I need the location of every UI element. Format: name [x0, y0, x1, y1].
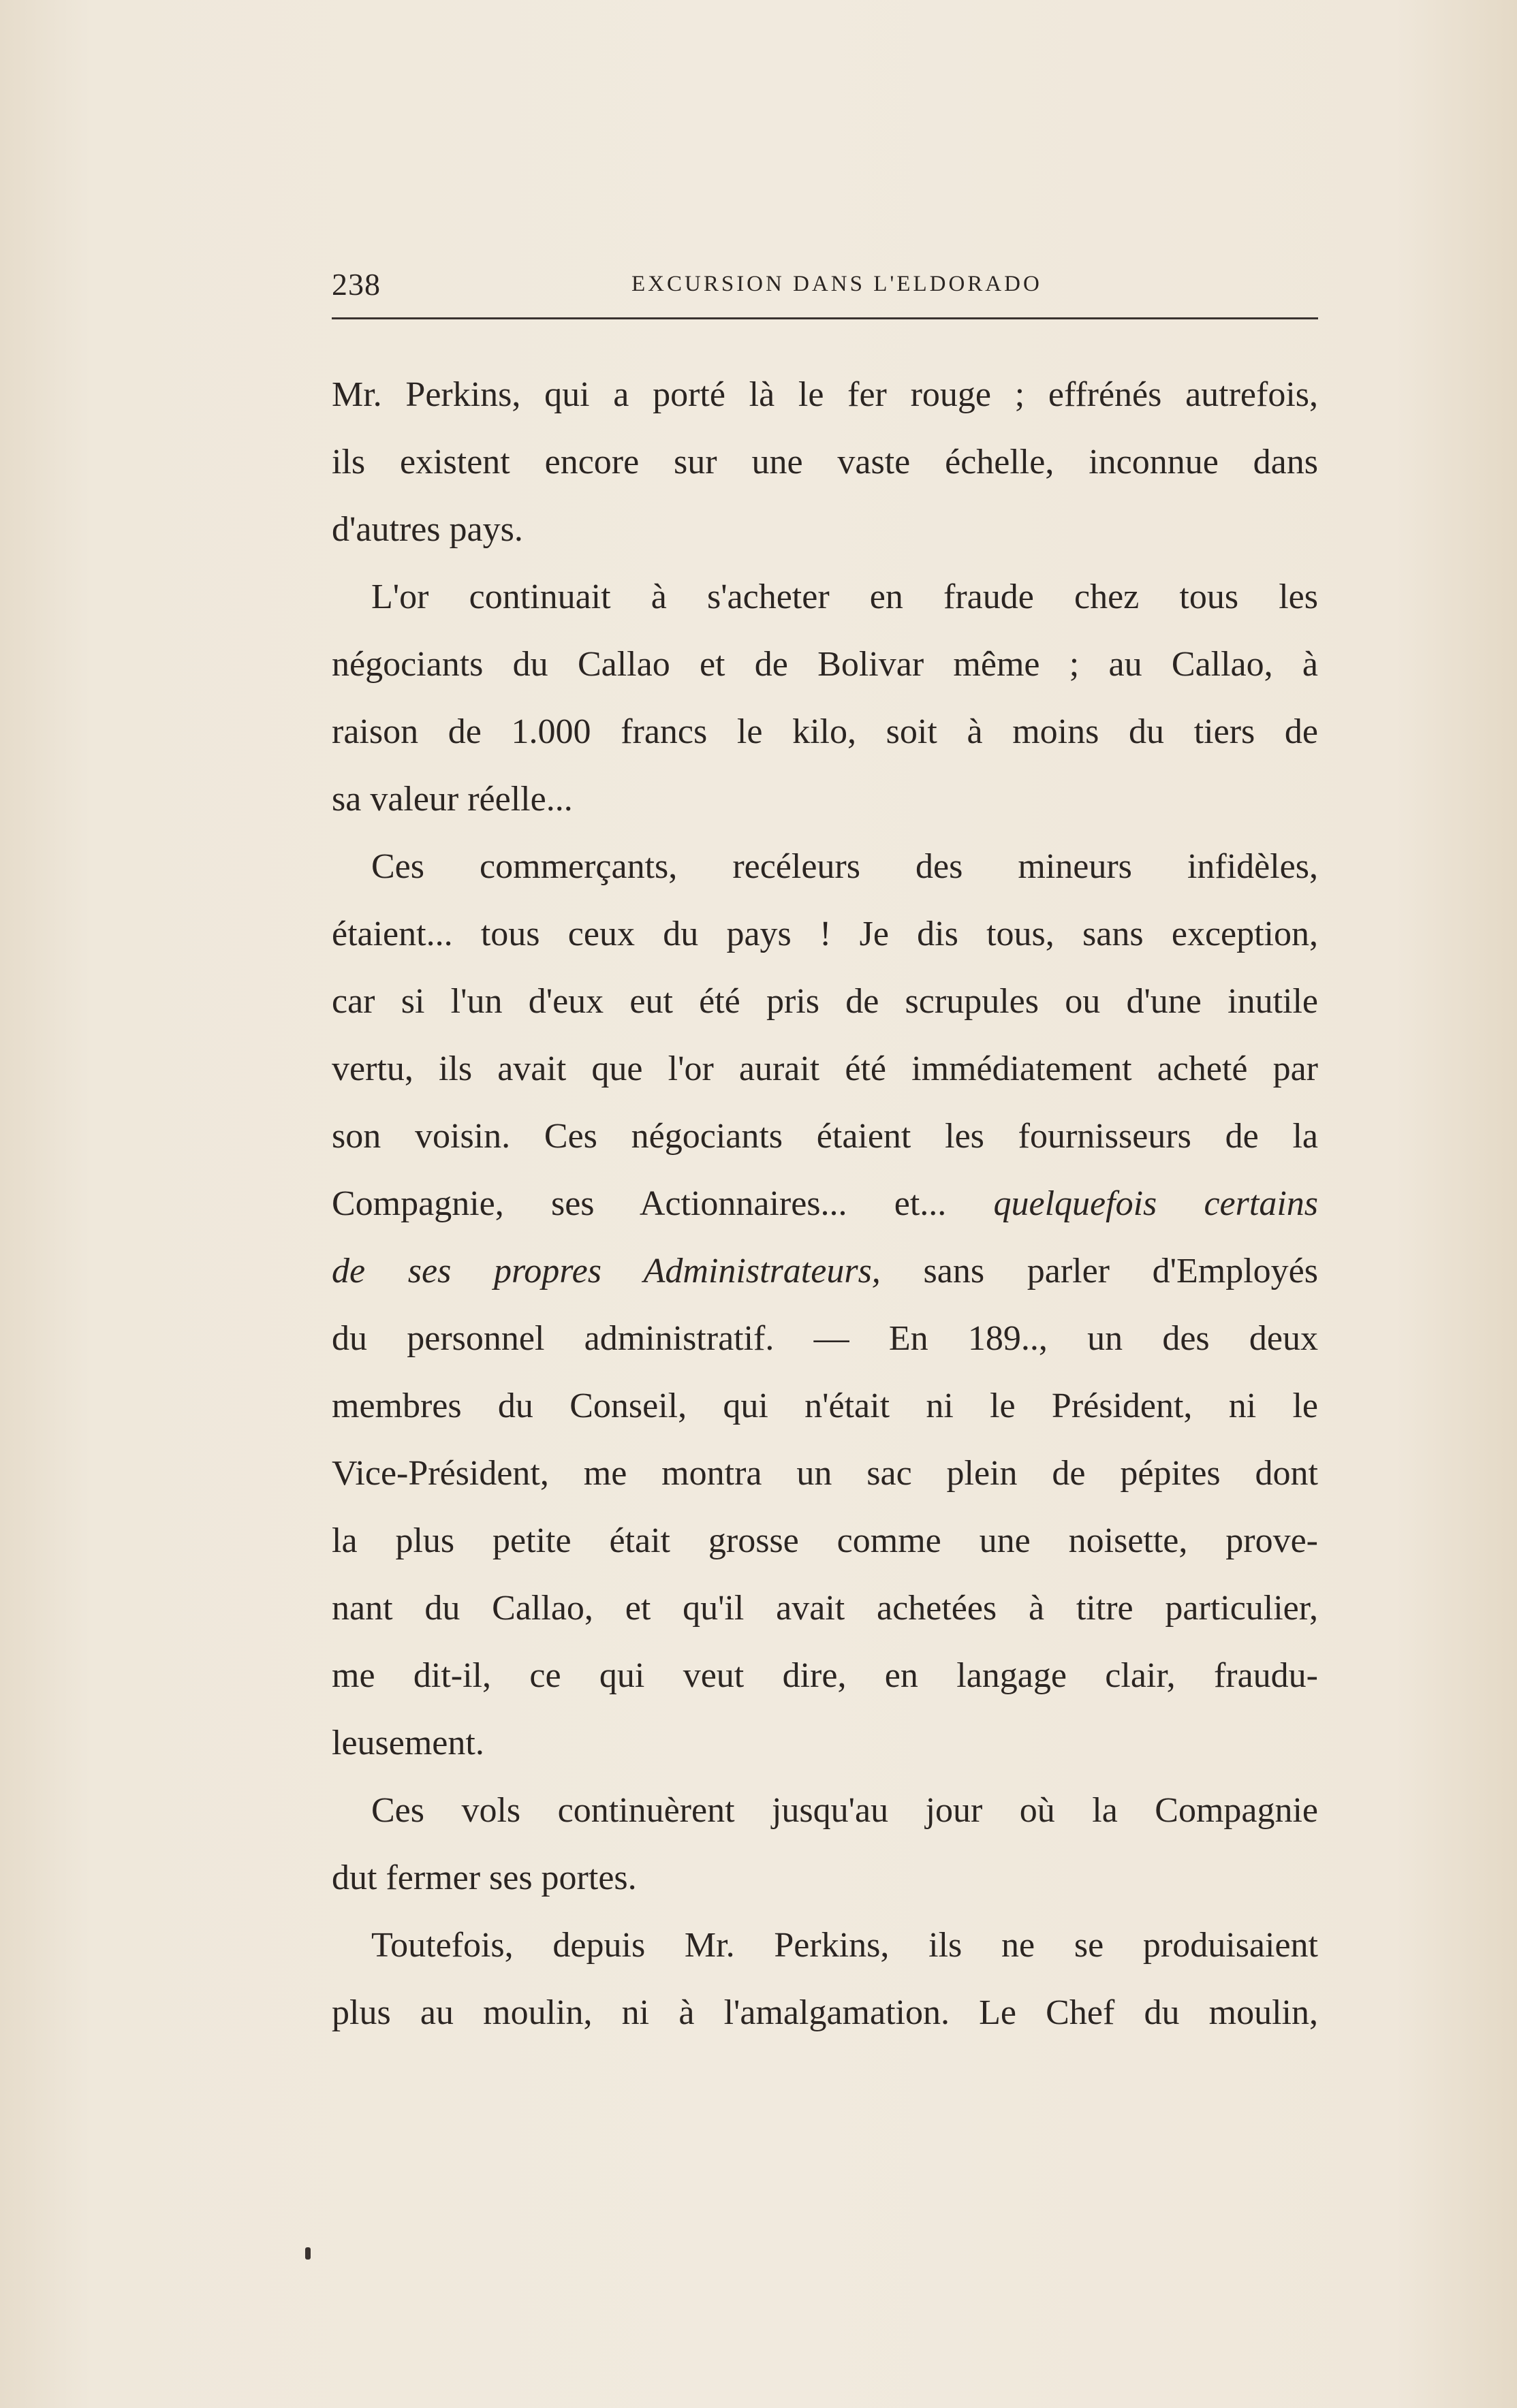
text-line: négociants du Callao et de Bolivar même ; au Callao, à	[332, 645, 1318, 684]
text-line: du personnel administratif. — En 189.., un des deux	[332, 1319, 1318, 1358]
text-line: la plus petite était grosse comme une noisette, prove-	[332, 1521, 1318, 1560]
text-line: me dit-il, ce qui veut dire, en langage clair, fraudu-	[332, 1656, 1318, 1695]
italic-fragment: de ses propres Administrateurs,	[332, 1252, 881, 1290]
text-line: Toutefois, depuis Mr. Perkins, ils ne se produisaient	[371, 1926, 1318, 1965]
text-line-mixed	[332, 1237, 1318, 1305]
ink-speck	[305, 2247, 311, 2260]
text-line-mixed	[332, 1170, 1318, 1237]
text-fragment: sans parler d'Employés	[923, 1252, 1319, 1290]
text-line: leusement.	[332, 1724, 484, 1762]
text-line: Vice-Président, me montra un sac plein de pépites dont	[332, 1454, 1318, 1493]
body-text	[332, 361, 1318, 2046]
text-line: L'or continuait à s'acheter en fraude chez tous les	[371, 577, 1318, 616]
text-line: Mr. Perkins, qui a porté là le fer rouge ; effrénés autrefois,	[332, 375, 1318, 414]
text-line: son voisin. Ces négociants étaient les fournisseurs de la	[332, 1117, 1318, 1156]
text-line: nant du Callao, et qu'il avait achetées à titre particulier,	[332, 1589, 1318, 1628]
page-header	[332, 261, 1318, 308]
text-line: d'autres pays.	[332, 510, 523, 549]
text-line: étaient... tous ceux du pays ! Je dis tous, sans exception,	[332, 915, 1318, 953]
text-line: dut fermer ses portes.	[332, 1858, 637, 1897]
header-rule	[332, 317, 1318, 319]
text-line: car si l'un d'eux eut été pris de scrupules ou d'une inutile	[332, 982, 1318, 1021]
text-line: Ces commerçants, recéleurs des mineurs infidèles,	[371, 847, 1318, 886]
text-line: plus au moulin, ni à l'amalgamation. Le Chef du moulin,	[332, 1993, 1318, 2032]
text-line: ils existent encore sur une vaste échelle, inconnue dans	[332, 443, 1318, 481]
page-number: 238	[332, 267, 381, 302]
text-line: raison de 1.000 francs le kilo, soit à moins du tiers de	[332, 712, 1318, 751]
text-fragment: Compagnie, ses Actionnaires... et...	[332, 1184, 947, 1223]
text-line: sa valeur réelle...	[332, 780, 573, 819]
text-line: vertu, ils avait que l'or aurait été immédiatement acheté par	[332, 1049, 1318, 1088]
italic-fragment: quelquefois certains	[993, 1184, 1318, 1223]
running-head: EXCURSION DANS L'ELDORADO	[631, 272, 1042, 296]
text-line: Ces vols continuèrent jusqu'au jour où la Compagnie	[371, 1791, 1318, 1830]
text-line: membres du Conseil, qui n'était ni le Président, ni le	[332, 1387, 1318, 1425]
